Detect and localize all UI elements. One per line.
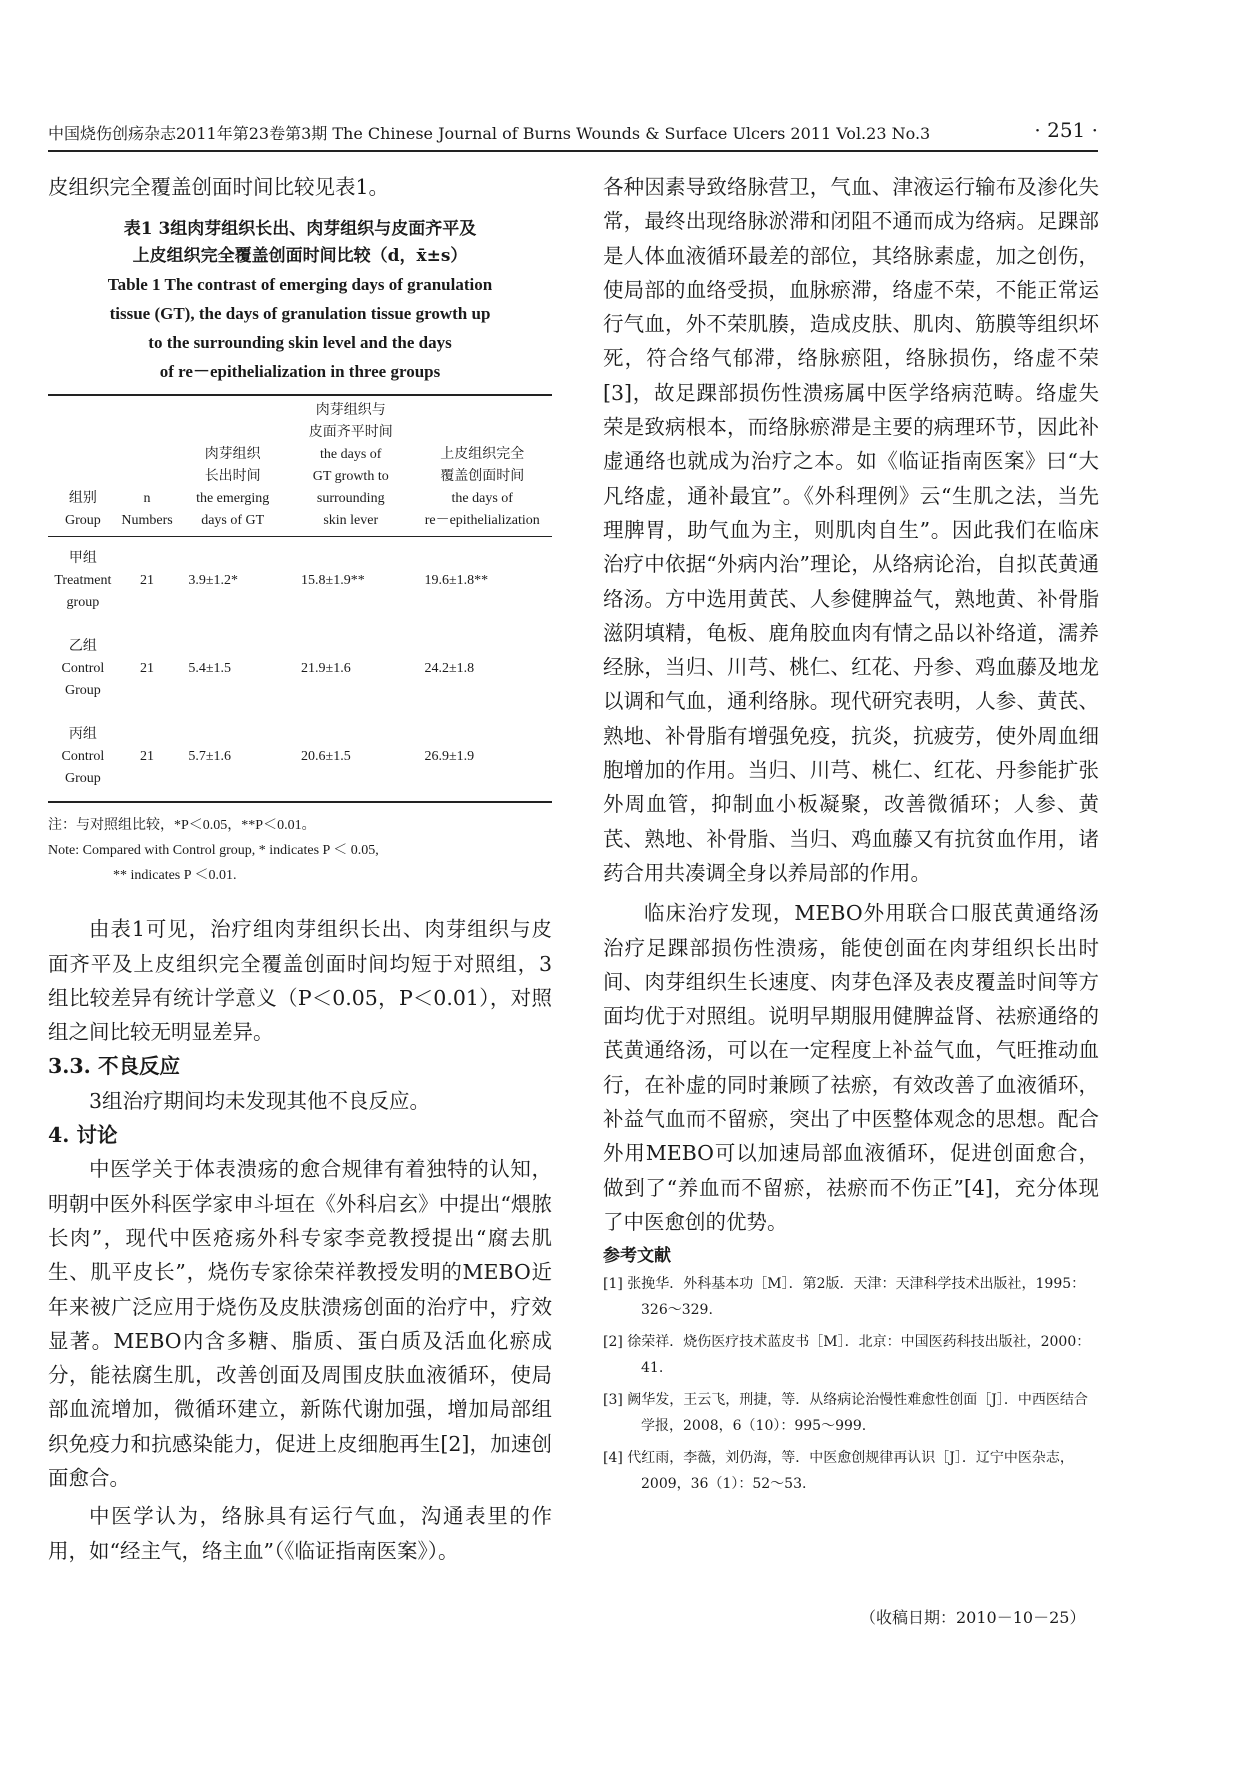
cell-reepi: 19.6±1.8** — [424, 573, 489, 589]
received-date: （收稿日期：2010－10－25） — [860, 1608, 1086, 1627]
header-group: 组别 Group — [64, 491, 101, 529]
cell-level: 21.9±1.6 — [301, 661, 351, 677]
cell-emerge: 5.7±1.6 — [188, 749, 232, 765]
table-note-en-2: ** indicates P ＜0.01. — [113, 868, 237, 884]
table-caption — [48, 216, 552, 386]
reference-item: [2] 徐荣祥．烧伤医疗技术蓝皮书［M］．北京：中国医药科技出版社，2000：41. — [603, 1334, 1091, 1377]
journal-title: 中国烧伤创疡杂志2011年第23卷第3期 The Chinese Journal of Burns Wounds & Surface Ulcers 2011 Vol.23 No.3 — [48, 124, 931, 143]
table-caption-en-1: Table 1 The contrast of emerging days of granulation — [107, 275, 493, 295]
header-n: n Numbers — [121, 491, 173, 529]
table-row — [48, 713, 552, 802]
table-row — [48, 625, 552, 713]
table-caption-cn-1: 表1 3组肉芽组织长出、肉芽组织与皮面齐平及 — [123, 219, 477, 240]
paragraph-discussion-3: 各种因素导致络脉营卫，气血、津液运行输布及渗化失常，最终出现络脉淤滞和闭阻不通而成为络病。足踝部是人体血液循环最差的部位，其络脉素虚，加之创伤，使局部的血络受损，血脉瘀滞，络虚不荣，不能正常运行气血，外不荣肌腠，造成皮肤、肌肉、筋膜等组织坏死，符合络气郁滞，络脉瘀阻，络脉损伤，络虚不荣[3]，故足踝部损伤性溃疡属中医学络病范畴。络虚失荣是致病根本，而络脉瘀滞是主要的病理环节，因此补虚通络也就成为治疗之本。如《临证指南医案》曰“大凡络虚，通补最宜”。《外科理例》云“生肌之法，当先理脾胃，助气血为主，则肌肉自生”。因此我们在临床治疗中依据“外病内治”理论，从络病论治，自拟芪黄通络汤。方中选用黄芪、人参健脾益气，熟地黄、补骨脂滋阴填精，龟板、鹿角胶血肉有情之品以补络道，濡养经脉，当归、川芎、桃仁、红花、丹参、鸡血藤及地龙以调和气血，通利络脉。现代研究表明，人参、黄芪、熟地、补骨脂有增强免疫，抗炎，抗疲劳，使外周血细胞增加的作用。当归、川芎、桃仁、红花、丹参能扩张外周血管，抑制血小板凝聚，改善微循环；人参、黄芪、熟地、补骨脂、当归、鸡血藤又有抗贫血作用，诸药合用共凑调全身以养局部的作用。 — [603, 175, 1099, 885]
left-column — [48, 170, 552, 1568]
paragraph-adverse: 3组治疗期间均未发现其他不良反应。 — [89, 1088, 431, 1113]
cell-level: 15.8±1.9** — [301, 573, 365, 589]
running-header — [48, 118, 1098, 152]
references-list — [603, 1271, 1099, 1497]
intro-line: 皮组织完全覆盖创面时间比较见表1。 — [48, 175, 390, 199]
reference-item: [3] 阙华发，王云飞，刑捷，等．从络病论治慢性难愈性创面［J］．中西医结合学报，2008，6（10）：995～999. — [603, 1392, 1088, 1435]
cell-n: 21 — [140, 661, 155, 677]
cell-group: 乙组 Control Group — [61, 639, 105, 699]
cell-emerge: 3.9±1.2* — [188, 573, 239, 589]
references-heading: 参考文献 — [603, 1246, 671, 1267]
cell-reepi: 24.2±1.8 — [424, 661, 475, 677]
cell-level: 20.6±1.5 — [301, 749, 351, 765]
section-heading-3-3: 3.3. 不良反应 — [48, 1054, 180, 1079]
cell-group: 甲组 Treatment group — [54, 551, 112, 611]
header-emerge: 肉芽组织 长出时间 the emerging days of GT — [196, 447, 270, 529]
right-column — [603, 170, 1099, 1503]
table-caption-en-3: to the surrounding skin level and the days — [148, 333, 452, 353]
section-heading-4: 4. 讨论 — [48, 1123, 118, 1148]
table-note — [48, 813, 552, 888]
table-note-en-1: Note: Compared with Control group, * indicates P ＜ 0.05, — [48, 843, 379, 859]
cell-n: 21 — [140, 573, 155, 589]
table-caption-cn-2: 上皮组织完全覆盖创面时间比较（d，x̄±s） — [132, 246, 468, 267]
table-caption-en-4: of re－epithelialization in three groups — [159, 362, 441, 382]
header-level: 肉芽组织与 皮面齐平时间 the days of GT growth to surrounding skin lever — [308, 403, 393, 529]
table-note-cn: 注：与对照组比较，*P＜0.05，**P＜0.01。 — [48, 818, 316, 834]
cell-group: 丙组 Control Group — [61, 727, 105, 787]
reference-item: [4] 代红雨，李薇，刘仍海，等．中医愈创规律再认识［J］．辽宁中医杂志，2009，36（1）：52～53. — [603, 1450, 1074, 1493]
paragraph-results: 由表1可见，治疗组肉芽组织长出、肉芽组织与皮面齐平及上皮组织完全覆盖创面时间均短于对照组，3组比较差异有统计学意义（P＜0.05，P＜0.01），对照组之间比较无明显差异。 — [48, 917, 552, 1045]
cell-n: 21 — [140, 749, 155, 765]
paragraph-discussion-1: 中医学关于体表溃疡的愈合规律有着独特的认知，明朝中医外科医学家申斗垣在《外科启玄》中提出“煨脓长肉”，现代中医疮疡外科专家李竞教授提出“腐去肌生、肌平皮长”，烧伤专家徐荣祥教授发明的MEBO近年来被广泛应用于烧伤及皮肤溃疡创面的治疗中，疗效显著。MEBO内含多糖、脂质、蛋白质及活血化瘀成分，能祛腐生肌，改善创面及周围皮肤血液循环，使局部血流增加，微循环建立，新陈代谢加强，增加局部组织免疫力和抗感染能力，促进上皮细胞再生[2]，加速创面愈合。 — [48, 1157, 552, 1491]
cell-reepi: 26.9±1.9 — [424, 749, 475, 765]
table-row — [48, 537, 552, 626]
reference-item: [1] 张挽华．外科基本功［M］．第2版．天津：天津科学技术出版社，1995：326～329. — [603, 1276, 1086, 1319]
table-caption-en-2: tissue (GT), the days of granulation tissue growth up — [109, 304, 491, 324]
paragraph-discussion-4: 临床治疗发现，MEBO外用联合口服芪黄通络汤治疗足踝部损伤性溃疡，能使创面在肉芽组织长出时间、肉芽组织生长速度、肉芽色泽及表皮覆盖时间等方面均优于对照组。说明早期服用健脾益肾、祛瘀通络的芪黄通络汤，可以在一定程度上补益气血，气旺推动血行，在补虚的同时兼顾了祛瘀，有效改善了血液循环，补益气血而不留瘀，突出了中医整体观念的思想。配合外用MEBO可以加速局部血液循环，促进创面愈合，做到了“养血而不留瘀，祛瘀而不伤正”[4]，充分体现了中医愈创的优势。 — [603, 901, 1099, 1234]
paragraph-discussion-2: 中医学认为，络脉具有运行气血，沟通表里的作用，如“经主气，络主血”（《临证指南医案》）。 — [48, 1504, 552, 1563]
header-reepi: 上皮组织完全 覆盖创面时间 the days of re－epithelialization — [424, 447, 540, 529]
page-number: · 251 · — [1034, 118, 1098, 142]
cell-emerge: 5.4±1.5 — [188, 661, 232, 677]
results-table — [48, 394, 552, 803]
table-header-row — [48, 395, 552, 537]
